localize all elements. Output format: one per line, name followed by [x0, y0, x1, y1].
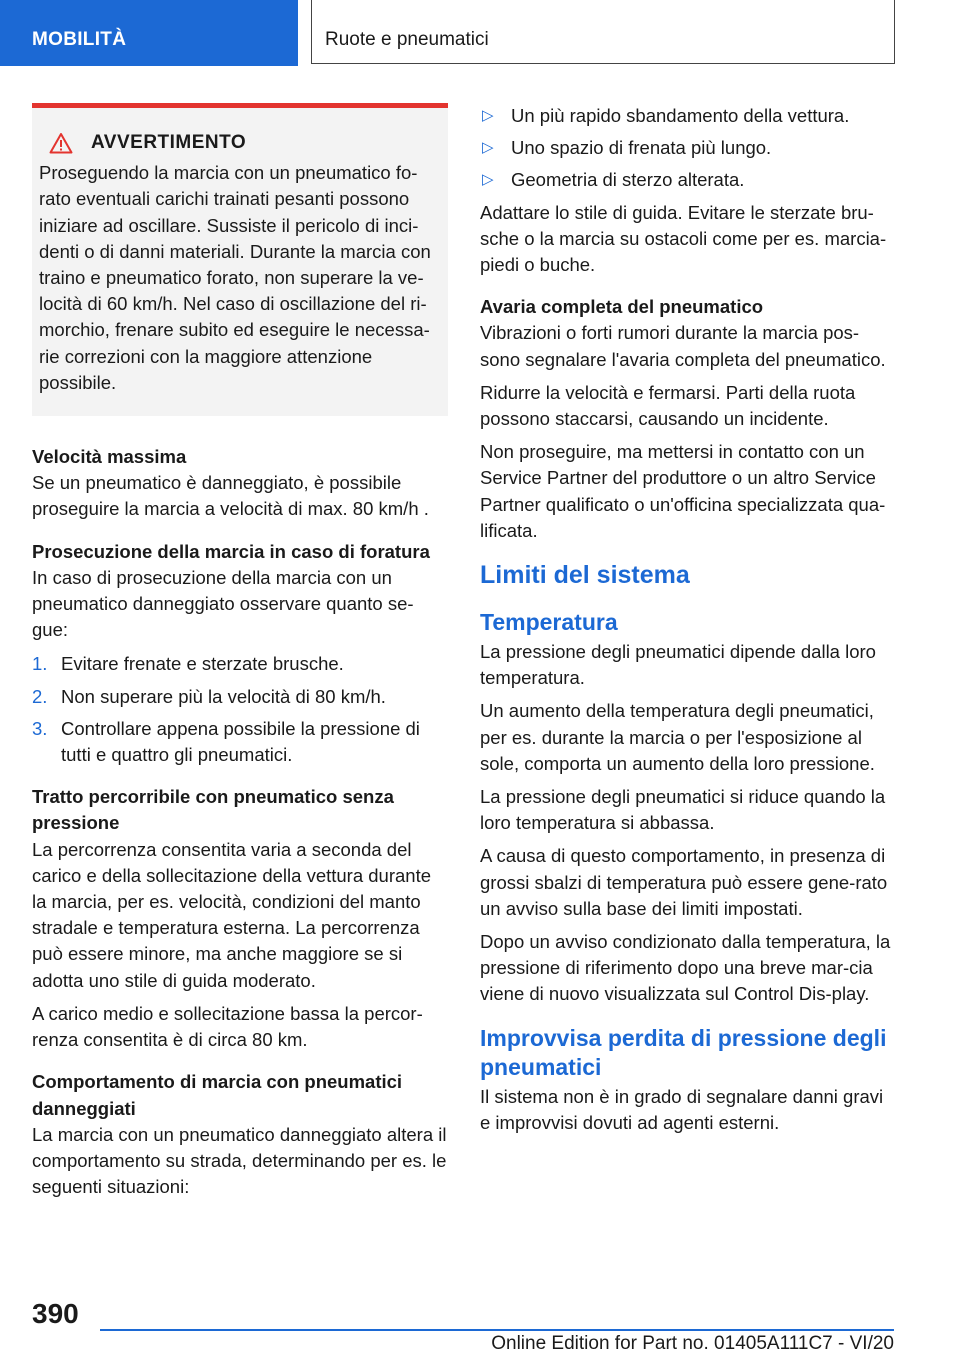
- temperature-paragraph: Un aumento della temperatura degli pneumatici, per es. durante la marcia o per l'esposizione al sole, comporta un aumento della loro pressione.: [480, 700, 875, 774]
- temperature-paragraph: Dopo un avviso condizionato dalla temperatura, la pressione di riferimento dopo una breve mar-cia viene di nuovo visualizzata sul Control Dis-play.: [480, 931, 891, 1005]
- section-tab: MOBILITÀ: [0, 0, 298, 66]
- bullet-text: Uno spazio di frenata più lungo.: [511, 137, 772, 159]
- edition-text: Online Edition for Part no. 01405A111C7 - VI/20: [491, 1333, 894, 1354]
- triangle-bullet-icon: ▷: [482, 139, 494, 157]
- temperature-heading: Temperatura: [480, 609, 618, 636]
- bullet-text: Geometria di sterzo alterata.: [511, 169, 745, 191]
- warning-box: [32, 103, 448, 416]
- step-text: Evitare frenate e sterzate brusche.: [61, 653, 344, 675]
- triangle-bullet-icon: ▷: [482, 107, 494, 124]
- temperature-section: [480, 608, 896, 1008]
- situations-list: [480, 103, 896, 194]
- distance-paragraph: La percorrenza consentita varia a seconda del carico e della sollecitazione della vettura durante la marcia, per es. velocità, condizioni del manto stradale e temperatura esterna. La percorrenza può essere minore, ma anche maggiore se si adotta uno stile di guida moderato.: [32, 838, 432, 991]
- behavior-heading: Comportamento di marcia con pneumatici danneggiati: [32, 1071, 403, 1119]
- warning-title: AVVERTIMENTO: [91, 132, 247, 153]
- list-item: [480, 167, 896, 193]
- max-speed-section: [32, 444, 448, 523]
- failure-paragraph: Non proseguire, ma mettersi in contatto con un Service Partner del produttore o un altro Service Partner qualificato o un'officina specializzata qua-lificata.: [480, 441, 886, 541]
- footer-divider: [100, 1329, 894, 1331]
- behavior-section: [32, 1069, 448, 1200]
- limits-heading: Limiti del sistema: [480, 561, 690, 590]
- step-number: 3.: [32, 717, 48, 739]
- sudden-loss-heading: Improvvisa perdita di pressione degli pneumatici: [480, 1024, 887, 1080]
- temperature-paragraph: A causa di questo comportamento, in presenza di grossi sbalzi di temperatura può essere gene-rato un avviso sulla base dei limiti impostati.: [480, 845, 888, 919]
- right-column: [480, 103, 896, 1152]
- failure-heading: Avaria completa del pneumatico: [480, 296, 764, 318]
- left-column: [32, 103, 448, 1216]
- distance-paragraph: A carico medio e sollecitazione bassa la percor-renza consentita è di circa 80 km.: [32, 1002, 423, 1051]
- warning-text: Proseguendo la marcia con un pneumatico fo-rato eventuali carichi trainati pesanti possono iniziare ad oscillare. Sussiste il pericolo di inci-denti o di danni materiali. Durante la marcia con traino e pneumatico forato, non superare la ve-locità di 60 km/h. Nel caso di oscillazione del ri-morchio, frenare subito ed eseguire le necessa-rie correzioni con la maggiore attenzione possibile.: [39, 162, 431, 393]
- list-item: [480, 103, 896, 129]
- list-item: [32, 684, 448, 710]
- distance-section: [32, 784, 448, 1053]
- list-item: [480, 135, 896, 161]
- continuation-text: In caso di prosecuzione della marcia con un pneumatico danneggiato osservare quanto se-gue:: [32, 566, 414, 641]
- temperature-paragraph: La pressione degli pneumatici si riduce quando la loro temperatura si abbassa.: [480, 786, 886, 834]
- sudden-loss-section: [480, 1024, 896, 1136]
- step-text: Non superare più la velocità di 80 km/h.: [61, 685, 386, 707]
- failure-paragraph: Vibrazioni o forti rumori durante la marcia pos-sono segnalare l'avaria completa del pneumatico.: [480, 322, 886, 370]
- max-speed-text: Se un pneumatico è danneggiato, è possibile proseguire la marcia a velocità di max. 80 km/h .: [32, 472, 429, 520]
- bullet-text: Un più rapido sbandamento della vettura.: [511, 105, 850, 126]
- temperature-paragraph: La pressione degli pneumatici dipende dalla loro temperatura.: [480, 641, 876, 689]
- chapter-title: Ruote e pneumatici: [311, 0, 895, 64]
- failure-paragraph: Ridurre la velocità e fermarsi. Parti della ruota possono staccarsi, causando un incidente.: [480, 381, 856, 430]
- warning-triangle-icon: [49, 132, 73, 154]
- page-number: 390: [32, 1298, 79, 1329]
- max-speed-heading: Velocità massima: [32, 446, 187, 468]
- triangle-bullet-icon: ▷: [482, 171, 494, 189]
- step-number: 1.: [32, 653, 48, 675]
- steps-list: [32, 651, 448, 768]
- step-text: Controllare appena possibile la pressione di tutti e quattro gli pneumatici.: [61, 717, 420, 766]
- failure-section: [480, 294, 896, 544]
- warning-title-row: [39, 130, 440, 156]
- continuation-heading: Prosecuzione della marcia in caso di foratura: [32, 540, 430, 562]
- list-item: [32, 651, 448, 677]
- advice-text: Adattare lo stile di guida. Evitare le sterzate bru-sche o la marcia su ostacoli come per es. marcia-piedi o buche.: [480, 201, 887, 276]
- step-number: 2.: [32, 685, 48, 707]
- behavior-text: La marcia con un pneumatico danneggiato altera il comportamento su strada, determinando per es. le seguenti situazioni:: [32, 1123, 447, 1198]
- list-item: [32, 716, 448, 768]
- continuation-section: [32, 539, 448, 769]
- sudden-loss-text: Il sistema non è in grado di segnalare danni gravi e improvvisi dovuti ad agenti esterni.: [480, 1085, 884, 1133]
- distance-heading: Tratto percorribile con pneumatico senza pressione: [32, 786, 394, 834]
- page-header: [0, 0, 960, 66]
